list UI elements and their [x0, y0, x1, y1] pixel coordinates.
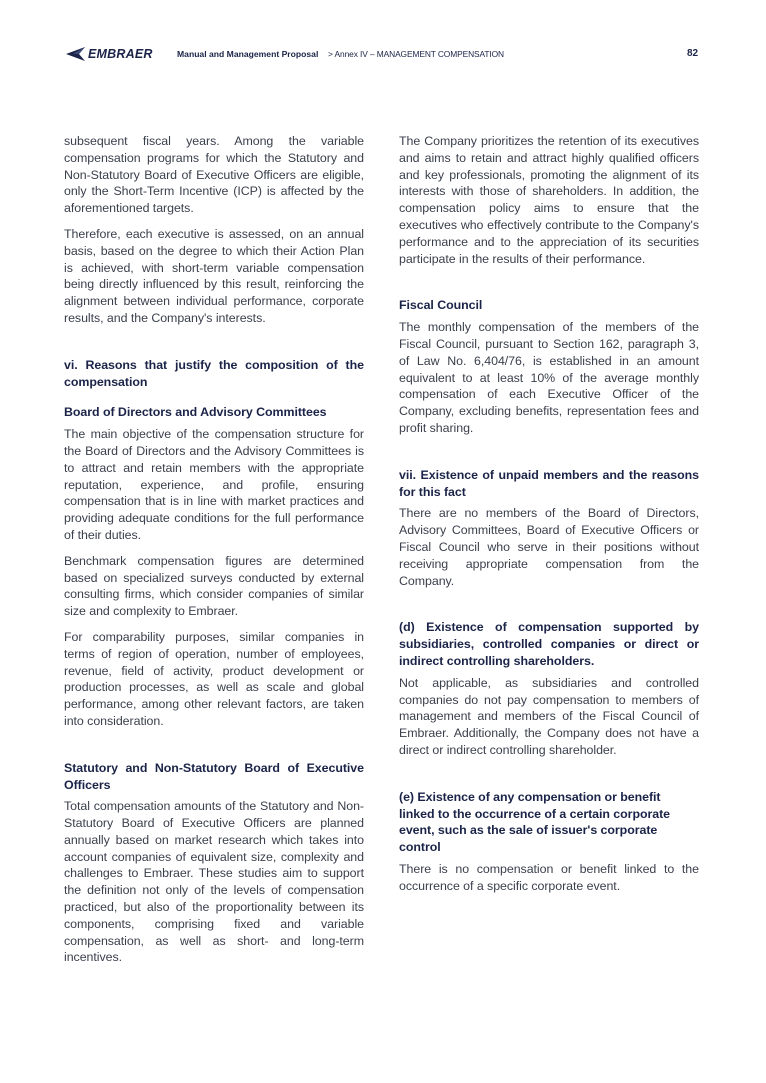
- paragraph: Therefore, each executive is assessed, on an annual basis, based on the degree to which their Action Plan is achieved, with short-term variable compensation being directly influenced by this result, reinforcing the alignment between individual performance, corporate results, and the Company's interests.: [64, 226, 364, 325]
- subheading-fiscal-council: Fiscal Council: [399, 298, 483, 313]
- subheading-statutory: Statutory and Non-Statutory Board of Executive Officers: [64, 760, 364, 792]
- page-header: [64, 44, 704, 66]
- paragraph: Benchmark compensation figures are determined based on specialized surveys conducted by external consulting firms, which consider companies of similar size and complexity to Embraer.: [64, 553, 364, 619]
- paragraph: Total compensation amounts of the Statutory and Non-Statutory Board of Executive Officers are planned annually based on market research which takes into account companies of equivalent size, complexity and challenges to Embraer. These studies aim to support the definition not only of the levels of compensation practiced, but also of the proportionality between its components, comprising fixed and variable compensation, as well as short- and long-term incentives.: [64, 799, 364, 965]
- page-number: 82: [687, 48, 699, 59]
- subheading-board: Board of Directors and Advisory Committees: [64, 405, 327, 420]
- paragraph: For comparability purposes, similar companies in terms of region of operation, number of employees, revenue, field of activity, product development or production processes, as well as scale and global performance, among other relevant factors, are taken into consideration.: [64, 629, 364, 728]
- paragraph: Not applicable, as subsidiaries and controlled companies do not pay compensation to members of management and members of the Fiscal Council of Embraer. Additionally, the Company does not have a direct or indirect controlling shareholder.: [399, 675, 699, 757]
- paragraph: There is no compensation or benefit linked to the occurrence of a specific corporate event.: [399, 861, 699, 893]
- paragraph: subsequent fiscal years. Among the variable compensation programs for which the Statutory and Non-Statutory Board of Executive Officers are eligible, only the Short-Term Incentive (ICP) is affected by the aforementioned targets.: [64, 134, 364, 216]
- section-breadcrumb: > Annex IV – MANAGEMENT COMPENSATION: [328, 49, 504, 59]
- document-title: Manual and Management Proposal: [177, 49, 319, 59]
- section-heading-vi: vi. Reasons that justify the composition of the compensation: [64, 357, 364, 389]
- right-column: [399, 133, 699, 903]
- paragraph: The monthly compensation of the members of the Fiscal Council, pursuant to Section 162, paragraph 3, of Law No. 6,404/76, is established in an amount equivalent to at least 10% of the average monthly compensation of each Executive Officer of the Company, excluding benefits, representation fees and profit sharing.: [399, 320, 699, 435]
- section-heading-e: (e) Existence of any compensation or benefit linked to the occurrence of a certain corporate event, such as the sale of issuer's corporate control: [399, 789, 671, 855]
- left-column: [64, 133, 364, 975]
- logo-text: EMBRAER: [88, 47, 153, 61]
- section-heading-d: (d) Existence of compensation supported by subsidiaries, controlled companies or direct or indirect controlling shareholders.: [399, 620, 699, 668]
- embraer-logo: [64, 44, 153, 64]
- paragraph: There are no members of the Board of Directors, Advisory Committees, Board of Executive Officers or Fiscal Council who serve in their positions without receiving appropriate compensation from the Company.: [399, 506, 699, 588]
- paragraph: The main objective of the compensation structure for the Board of Directors and the Advisory Committees is to attract and retain members with the appropriate reputation, experience, and profile, ensuring compensation that is in line with market practices and providing adequate conditions for the full performance of their duties.: [64, 427, 364, 542]
- paragraph: The Company prioritizes the retention of its executives and aims to retain and attract highly qualified officers and key professionals, promoting the alignment of its interests with those of shareholders. In addition, the compensation policy aims to ensure that the executives who effectively contribute to the Company's performance and to the appreciation of its securities participate in the results of their performance.: [399, 134, 699, 266]
- section-heading-vii: vii. Existence of unpaid members and the reasons for this fact: [399, 467, 699, 499]
- embraer-logo-icon: [64, 46, 86, 62]
